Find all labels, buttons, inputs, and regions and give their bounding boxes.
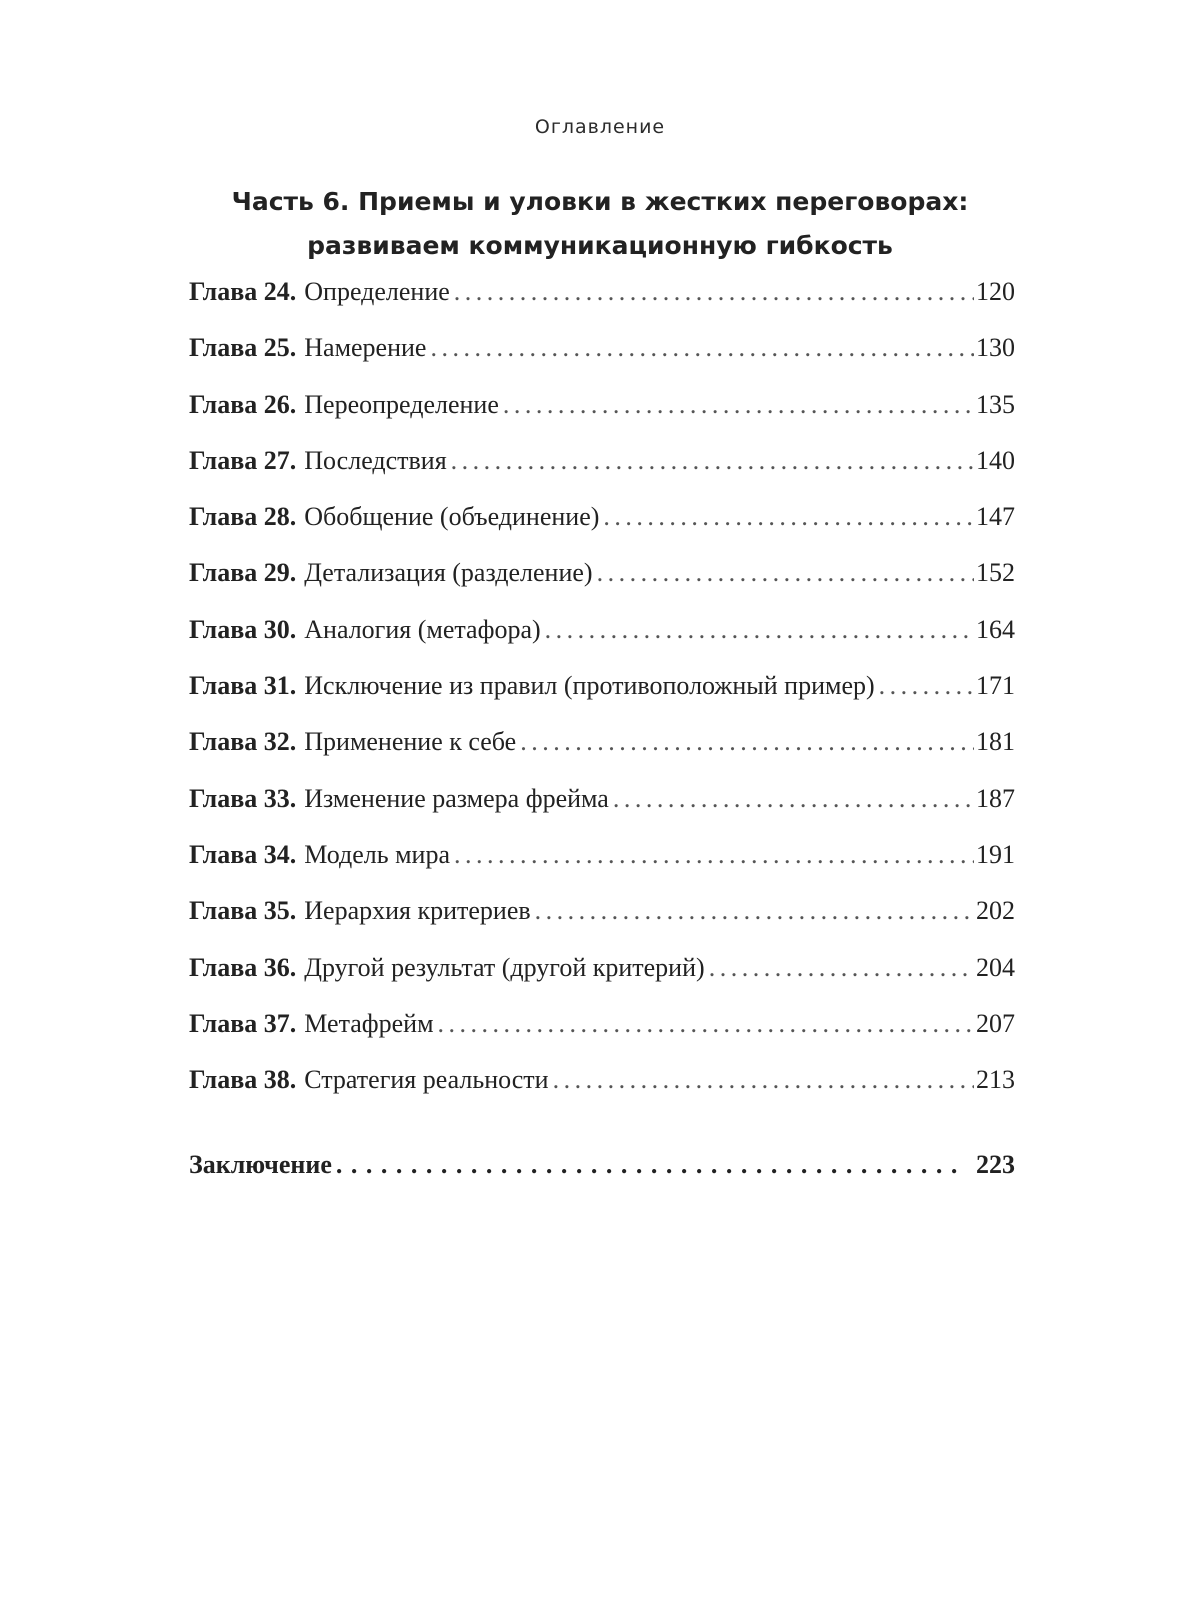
toc-entry[interactable] <box>189 784 1015 840</box>
toc-entry[interactable] <box>189 615 1015 671</box>
chapter-number: Глава 38. <box>189 1065 297 1095</box>
toc-entry-conclusion[interactable] <box>189 1150 1015 1180</box>
chapter-title: Определение <box>304 277 450 306</box>
dot-leader <box>430 333 974 363</box>
page-number: 204 <box>976 952 1015 982</box>
chapter-number: Глава 28. <box>189 502 297 532</box>
chapter-title: Переопределение <box>304 389 499 419</box>
chapter-title: Намерение <box>304 333 427 363</box>
conclusion-title: Заключение <box>189 1150 332 1179</box>
chapter-number: Глава 37. <box>189 1008 297 1038</box>
dot-leader <box>454 277 974 307</box>
toc-entry[interactable] <box>189 502 1015 558</box>
page-number: 152 <box>976 558 1015 588</box>
dot-leader <box>879 671 974 701</box>
chapter-number: Глава 29. <box>189 558 297 588</box>
chapter-title: Стратегия реальности <box>304 1065 549 1095</box>
chapter-number: Глава 24. <box>189 277 297 306</box>
toc-entry[interactable] <box>189 558 1015 614</box>
dot-leader <box>503 390 974 420</box>
running-head: Оглавление <box>534 116 666 138</box>
chapter-number: Глава 33. <box>189 783 297 813</box>
toc-entry[interactable] <box>189 1065 1015 1121</box>
chapter-number: Глава 35. <box>189 896 297 926</box>
dot-leader <box>613 784 974 814</box>
chapter-number: Глава 34. <box>189 839 297 869</box>
dot-leader <box>438 1009 974 1039</box>
dot-leader <box>336 1150 966 1180</box>
toc-entry[interactable] <box>189 896 1015 952</box>
part-title <box>0 180 1200 268</box>
chapter-title: Обобщение (объединение) <box>304 502 600 532</box>
chapter-title: Последствия <box>304 445 447 475</box>
page-number: 187 <box>976 783 1015 813</box>
chapter-title: Метафрейм <box>304 1008 434 1038</box>
dot-leader <box>535 896 974 926</box>
page-number: 120 <box>976 277 1015 306</box>
chapter-number: Глава 31. <box>189 671 297 701</box>
table-of-contents <box>189 277 1015 1121</box>
chapter-title: Иерархия критериев <box>304 896 531 926</box>
chapter-number: Глава 26. <box>189 389 297 419</box>
dot-leader <box>545 615 974 645</box>
chapter-number: Глава 30. <box>189 614 297 644</box>
chapter-title: Изменение размера фрейма <box>304 783 609 813</box>
dot-leader <box>597 558 974 588</box>
chapter-number: Глава 25. <box>189 333 297 363</box>
page-number: 147 <box>976 502 1015 532</box>
toc-entry[interactable] <box>189 840 1015 896</box>
chapter-title: Исключение из правил (противоположный пример) <box>304 671 875 701</box>
part-title-line-1: Часть 6. Приемы и уловки в жестких переговорах: <box>231 187 969 216</box>
toc-entry[interactable] <box>189 446 1015 502</box>
page-number: 181 <box>976 727 1015 757</box>
toc-entry[interactable] <box>189 953 1015 1009</box>
dot-leader <box>520 727 974 757</box>
page-number: 135 <box>976 389 1015 419</box>
toc-entry[interactable] <box>189 277 1015 333</box>
conclusion-page-number: 223 <box>976 1150 1015 1179</box>
chapter-title: Детализация (разделение) <box>304 558 593 588</box>
chapter-number: Глава 36. <box>189 952 297 982</box>
dot-leader <box>603 502 974 532</box>
chapter-title: Аналогия (метафора) <box>304 614 541 644</box>
toc-entry[interactable] <box>189 1009 1015 1065</box>
page-number: 191 <box>976 839 1015 869</box>
page-number: 202 <box>976 896 1015 926</box>
page-number: 213 <box>976 1065 1015 1095</box>
chapter-number: Глава 32. <box>189 727 297 757</box>
page-number: 140 <box>976 445 1015 475</box>
page-number: 164 <box>976 614 1015 644</box>
part-title-line-2: развиваем коммуникационную гибкость <box>307 231 893 260</box>
chapter-title: Другой результат (другой критерий) <box>304 952 705 982</box>
dot-leader <box>709 953 974 983</box>
page-number: 207 <box>976 1008 1015 1038</box>
chapter-title: Применение к себе <box>304 727 517 757</box>
dot-leader <box>553 1065 974 1095</box>
dot-leader <box>454 840 974 870</box>
chapter-number: Глава 27. <box>189 445 297 475</box>
chapter-title: Модель мира <box>304 839 450 869</box>
dot-leader <box>451 446 974 476</box>
page-number: 171 <box>976 671 1015 701</box>
toc-entry[interactable] <box>189 390 1015 446</box>
toc-entry[interactable] <box>189 333 1015 389</box>
toc-entry[interactable] <box>189 671 1015 727</box>
page-number: 130 <box>976 333 1015 363</box>
toc-entry[interactable] <box>189 727 1015 783</box>
